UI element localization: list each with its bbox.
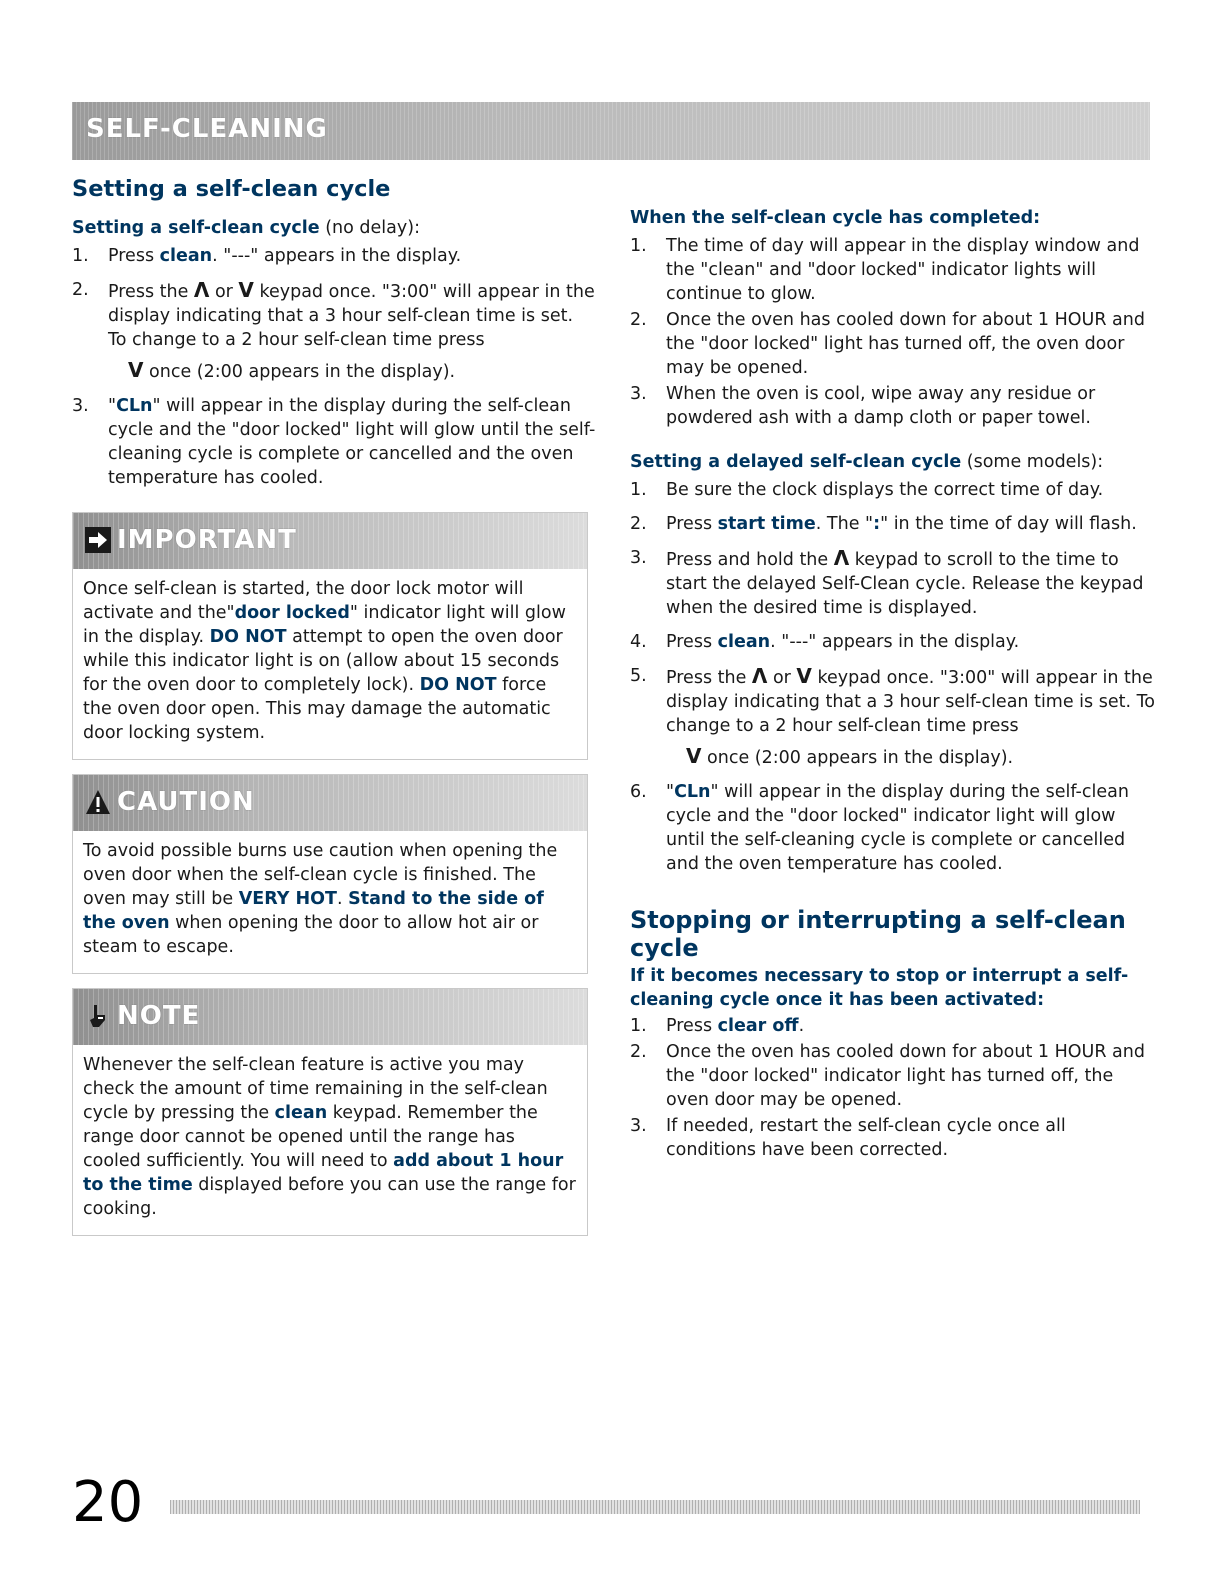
display-code: CLn: [674, 782, 711, 802]
indented-line: [666, 744, 1156, 770]
body-text: " indicator light will glow in the display.: [83, 603, 566, 647]
step-text: ": [108, 396, 117, 416]
emphasis-text: Stand to the side of the oven: [83, 889, 544, 933]
step-number: 1.: [630, 1016, 647, 1036]
warning-triangle-icon: [85, 789, 111, 815]
step-text: If needed, restart the self-clean cycle once all conditions have been corrected.: [666, 1116, 1066, 1160]
no-delay-heading-bold: Setting a self-clean cycle: [72, 218, 320, 238]
step-text: Press the: [666, 668, 752, 688]
body-text: keypad. Remember the range door cannot be opened until the range has cooled sufficiently. You will need to: [83, 1103, 538, 1171]
list-item: [630, 664, 1156, 770]
banner-title: SELF-CLEANING: [86, 114, 328, 144]
list-item: [630, 630, 1156, 654]
step-text: Press: [666, 1016, 718, 1036]
step-text: Once the oven has cooled down for about 1 HOUR and the "door locked" light has turned off, the oven door may be opened.: [666, 310, 1145, 378]
section-title: Setting a self-clean cycle: [72, 176, 391, 202]
body-text: Once self-clean is started, the door lock motor will activate and the": [83, 579, 524, 623]
step-text: . "---" appears in the display.: [212, 246, 462, 266]
delayed-heading-bold: Setting a delayed self-clean cycle: [630, 452, 962, 472]
step-number: 1.: [72, 246, 89, 266]
body-text: when opening the door to allow hot air or steam to escape.: [83, 913, 539, 957]
footer-bar: [170, 1500, 1140, 1514]
stop-sub-heading: If it becomes necessary to stop or interrupt a self-cleaning cycle once it has been activated:: [630, 966, 1129, 1010]
step-text: once (2:00 appears in the display).: [143, 362, 456, 382]
step-text: keypad once. "3:00" will appear in the display indicating that a 3 hour self-clean time is set. To change to a 2 hour self-clean time press: [666, 668, 1156, 736]
page-number: 20: [72, 1470, 144, 1535]
list-item: [630, 382, 1156, 430]
delayed-heading: [630, 452, 1156, 472]
note-title: NOTE: [117, 1001, 201, 1031]
list-item: [630, 512, 1156, 536]
display-code: CLn: [116, 396, 153, 416]
list-item: [72, 244, 596, 268]
delayed-heading-rest: (some models):: [961, 452, 1104, 472]
caution-header: [73, 775, 587, 831]
completed-heading-bold: When the self-clean cycle has completed:: [630, 208, 1041, 228]
note-header: [73, 989, 587, 1045]
step-number: 1.: [630, 236, 647, 256]
note-body: [73, 1045, 587, 1235]
important-header: [73, 513, 587, 569]
step-text: Press the: [108, 282, 194, 302]
list-item: [630, 234, 1156, 306]
step-text: " will appear in the display during the self-clean cycle and the "door locked" light will glow until the self-cleaning cycle is complete or cancelled and the oven temperature has cooled.: [108, 396, 596, 488]
body-text: attempt to open the oven door while this indicator light is on (allow about 15 seconds for the oven door to completely lock).: [83, 627, 563, 695]
list-item: [630, 478, 1156, 502]
step-number: 6.: [630, 782, 647, 802]
arrow-right-icon: [85, 527, 111, 553]
step-number: 1.: [630, 480, 647, 500]
step-text: or: [767, 668, 797, 688]
list-item: [630, 1040, 1156, 1112]
step-number: 3.: [630, 548, 647, 568]
important-box: [72, 512, 588, 760]
indented-line: [108, 358, 596, 384]
no-delay-heading: [72, 218, 596, 238]
list-item: [630, 1014, 1156, 1038]
list-item: [72, 278, 596, 384]
step-text: keypad to scroll to the time to start the delayed Self-Clean cycle. Release the keypad when the desired time is displayed.: [666, 550, 1144, 618]
up-arrow-icon: Λ: [193, 278, 210, 302]
step-text: Press: [666, 632, 718, 652]
step-text: .: [798, 1016, 805, 1036]
note-box: [72, 988, 588, 1236]
down-arrow-icon: V: [128, 358, 144, 382]
step-text: . The ": [815, 514, 874, 534]
step-text: Press: [666, 514, 718, 534]
list-item: [630, 546, 1156, 620]
emphasis-text: VERY HOT: [238, 889, 337, 909]
step-number: 4.: [630, 632, 647, 652]
list-item: [630, 780, 1156, 876]
body-text: displayed before you can use the range for cooking.: [83, 1175, 576, 1219]
body-text: .: [337, 889, 349, 909]
important-body: [73, 569, 587, 759]
emphasis-text: DO NOT: [419, 675, 497, 695]
keypad-name: clean: [159, 246, 213, 266]
emphasis-text: DO NOT: [209, 627, 287, 647]
step-number: 2.: [630, 514, 647, 534]
section-banner: [72, 102, 1150, 160]
stop-section-title: Stopping or interrupting a self-clean cycle: [630, 906, 1126, 962]
step-number: 2.: [72, 280, 89, 300]
pointing-hand-icon: [85, 1003, 111, 1029]
body-text: Whenever the self-clean feature is active you may check the amount of time remaining in the self-clean cycle by pressing the: [83, 1055, 548, 1123]
keypad-name: clear off: [717, 1016, 799, 1036]
no-delay-steps: [72, 244, 596, 490]
keypad-name: start time: [717, 514, 816, 534]
down-arrow-icon: V: [238, 278, 254, 302]
step-text: once (2:00 appears in the display).: [701, 748, 1014, 768]
step-text: keypad once. "3:00" will appear in the display indicating that a 3 hour self-clean time is set. To change to a 2 hour self-clean time press: [108, 282, 595, 350]
colon-symbol: :: [873, 514, 881, 534]
caution-body: [73, 831, 587, 973]
step-text: Be sure the clock displays the correct time of day.: [666, 480, 1104, 500]
step-text: Press: [108, 246, 160, 266]
step-number: 5.: [630, 666, 647, 686]
body-text: To avoid possible burns use caution when opening the oven door when the self-clean cycle is finished. The oven may still be: [83, 841, 558, 909]
step-number: 3.: [630, 384, 647, 404]
step-text: When the oven is cool, wipe away any residue or powdered ash with a damp cloth or paper towel.: [666, 384, 1096, 428]
down-arrow-icon: V: [686, 744, 702, 768]
completed-heading: [630, 208, 1156, 228]
right-column: [630, 208, 1156, 1164]
left-column: [72, 172, 596, 1236]
emphasis-text: add about 1 hour to the time: [83, 1151, 564, 1195]
keypad-name: clean: [717, 632, 771, 652]
step-text: or: [209, 282, 239, 302]
step-text: Press and hold the: [666, 550, 834, 570]
no-delay-heading-rest: (no delay):: [319, 218, 420, 238]
important-title: IMPORTANT: [117, 525, 297, 555]
up-arrow-icon: Λ: [833, 546, 850, 570]
list-item: [630, 308, 1156, 380]
caution-box: [72, 774, 588, 974]
step-text: " will appear in the display during the self-clean cycle and the "door locked" indicator light will glow until the self-cleaning cycle is complete or cancelled and the oven temperature has cooled.: [666, 782, 1129, 874]
step-text: . "---" appears in the display.: [770, 632, 1020, 652]
body-text: force the oven door open. This may damage the automatic door locking system.: [83, 675, 551, 743]
emphasis-text: door locked: [234, 603, 350, 623]
step-number: 3.: [72, 396, 89, 416]
step-number: 2.: [630, 1042, 647, 1062]
delayed-steps: [630, 478, 1156, 876]
step-text: ": [666, 782, 675, 802]
step-number: 2.: [630, 310, 647, 330]
down-arrow-icon: V: [796, 664, 812, 688]
step-text: " in the time of day will flash.: [880, 514, 1137, 534]
step-text: Once the oven has cooled down for about 1 HOUR and the "door locked" indicator light has turned off, the oven door may be opened.: [666, 1042, 1145, 1110]
completed-steps: [630, 234, 1156, 430]
list-item: [72, 394, 596, 490]
caution-title: CAUTION: [117, 787, 255, 817]
list-item: [630, 1114, 1156, 1162]
up-arrow-icon: Λ: [751, 664, 768, 688]
step-number: 3.: [630, 1116, 647, 1136]
step-text: The time of day will appear in the display window and the "clean" and "door locked" indicator lights will continue to glow.: [666, 236, 1140, 304]
emphasis-text: clean: [274, 1103, 328, 1123]
stop-steps: [630, 1014, 1156, 1162]
